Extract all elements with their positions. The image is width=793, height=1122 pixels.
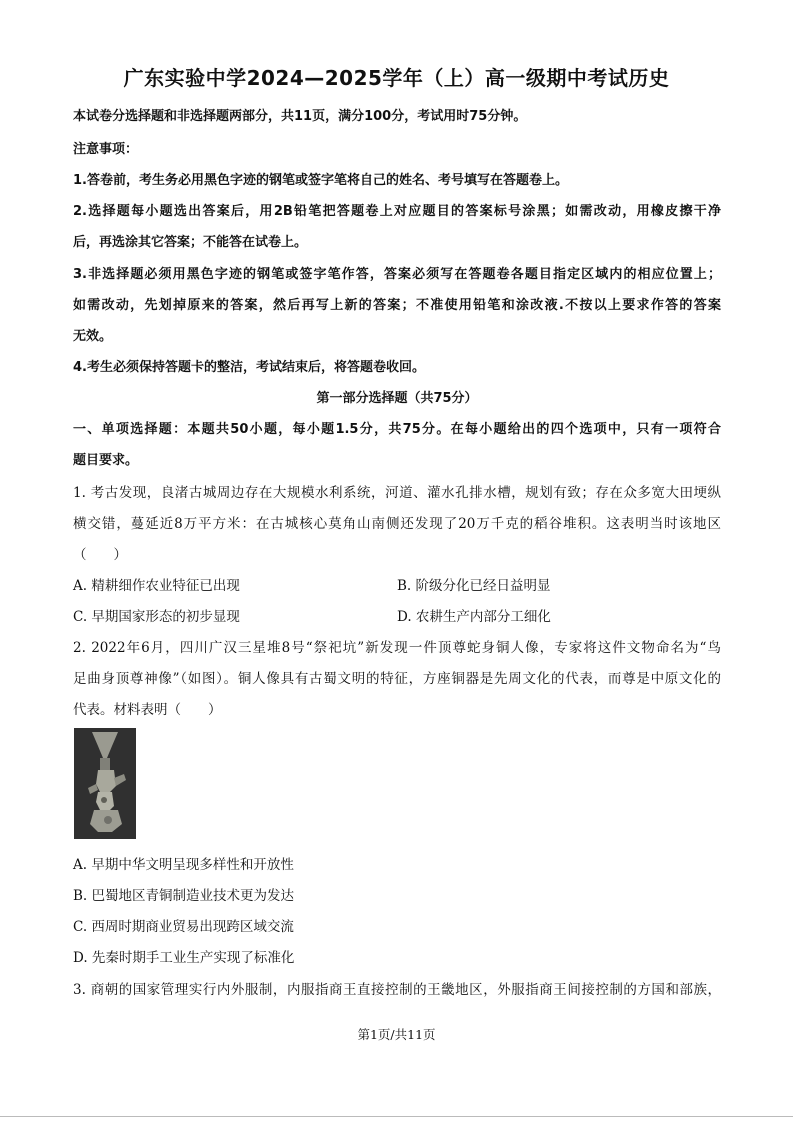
q2-option-b: B. 巴蜀地区青铜制造业技术更为发达 [73, 888, 295, 904]
notice-item-4: 4.考生必须保持答题卡的整洁，考试结束后，将答题卷收回。 [73, 360, 425, 375]
page-footer: 第1页/共11页 [357, 1027, 436, 1042]
q1-option-b: B. 阶级分化已经日益明显 [397, 578, 551, 594]
q1-option-d: D. 农耕生产内部分工细化 [397, 609, 551, 625]
part1-instruction: 一、单项选择题：本题共50小题，每小题1.5分，共75分。在每小题给出的四个选项中，只有一项符合 [73, 422, 721, 437]
bronze-statue-photo [74, 728, 136, 839]
q1-option-c: C. 早期国家形态的初步显现 [73, 609, 240, 625]
notice-heading: 注意事项： [73, 142, 139, 157]
q1-stem-line-2: 横交错，蔓延近8万平方米：在古城核心莫角山南侧还发现了20万千克的稻谷堆积。这表明当时该地区 [73, 516, 721, 532]
page-title: 广东实验中学2024—2025学年（上）高一级期中考试历史 [123, 66, 670, 90]
bronze-statue-icon [74, 728, 136, 839]
q3-stem-line-1: 3. 商朝的国家管理实行内外服制，内服指商王直接控制的王畿地区，外服指商王间接控制的方国和部族， [73, 982, 721, 998]
exam-intro: 本试卷分选择题和非选择题两部分，共11页，满分100分，考试用时75分钟。 [73, 109, 527, 124]
notice-item-1: 1.答卷前，考生务必用黑色字迹的钢笔或签字笔将自己的姓名、考号填写在答题卷上。 [73, 173, 568, 188]
q2-option-c: C. 西周时期商业贸易出现跨区域交流 [73, 919, 294, 935]
q1-stem-line-1: 1. 考古发现，良渚古城周边存在大规模水利系统，河道、灌水孔排水槽，规划有致；存在众多宽大田埂纵 [73, 485, 721, 501]
part1-heading: 第一部分选择题（共75分） [316, 391, 478, 406]
part1-instruction-cont: 题目要求。 [73, 453, 139, 468]
q2-stem-line-2: 足曲身顶尊神像”（如图）。铜人像具有古蜀文明的特征，方座铜器是先周文化的代表，而尊是中原文化的 [73, 671, 721, 687]
notice-item-3-cont: 如需改动，先划掉原来的答案，然后再写上新的答案；不准使用铅笔和涂改液.不按以上要求作答的答案 [73, 298, 721, 313]
q1-option-a: A. 精耕细作农业特征已出现 [73, 578, 240, 594]
notice-item-2: 2.选择题每小题选出答案后，用2B铅笔把答题卷上对应题目的答案标号涂黑；如需改动，用橡皮擦干净 [73, 204, 721, 219]
bottom-divider [0, 1116, 793, 1117]
q2-option-d: D. 先秦时期手工业生产实现了标准化 [73, 950, 295, 966]
notice-item-2-cont: 后，再选涂其它答案；不能答在试卷上。 [73, 235, 308, 250]
q2-stem-line-1: 2. 2022年6月，四川广汉三星堆8号“祭祀坑”新发现一件顶尊蛇身铜人像，专家将这件文物命名为“鸟 [73, 640, 721, 656]
notice-item-3-end: 无效。 [73, 329, 113, 344]
q2-stem-line-3: 代表。材料表明（ ） [73, 702, 222, 718]
q1-stem-line-3: （ ） [73, 547, 127, 563]
q2-option-a: A. 早期中华文明呈现多样性和开放性 [73, 857, 294, 873]
notice-item-3: 3.非选择题必须用黑色字迹的钢笔或签字笔作答，答案必须写在答题卷各题目指定区域内的相应位置上； [73, 267, 721, 282]
